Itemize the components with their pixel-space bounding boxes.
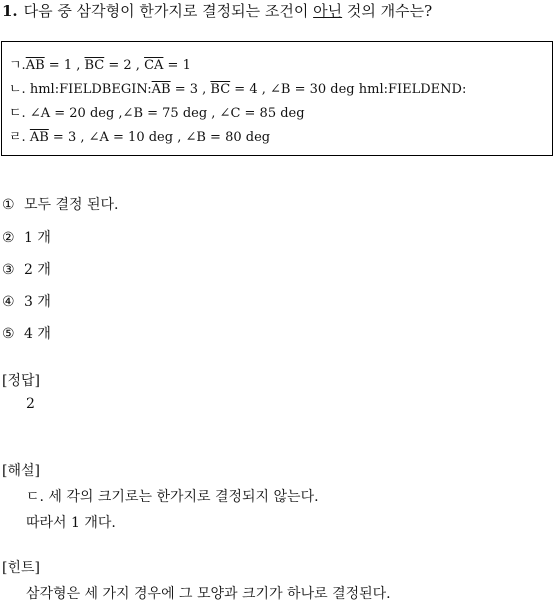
- choice-5[interactable]: [2, 323, 51, 343]
- choice-4[interactable]: [2, 291, 51, 311]
- hint-line-1: 삼각형은 세 가지 경우에 그 모양과 크기가 하나로 결정된다.: [26, 586, 391, 602]
- condition-text: = 3 , ∠A = 10 deg , ∠B = 80 deg: [48, 130, 271, 145]
- choice-1[interactable]: [2, 194, 119, 214]
- hint-heading: [힌트]: [2, 560, 40, 576]
- question-text-after: 것의 개수는?: [346, 2, 433, 20]
- segment-name: $\overline{AB}$: [151, 82, 171, 97]
- choice-2-mark: ②: [2, 230, 15, 246]
- condition-text: = 3 ,: [170, 82, 211, 97]
- choice-5-text: 4 개: [24, 326, 51, 342]
- question-number: 1.: [2, 2, 18, 20]
- explanation-line-1: ㄷ. 세 각의 크기로는 한가지로 결정되지 않는다.: [26, 489, 319, 505]
- condition-4: [9, 126, 270, 145]
- choice-1-mark: ①: [2, 197, 15, 213]
- choice-2[interactable]: [2, 227, 51, 247]
- answer-value: 2: [26, 396, 35, 412]
- explanation-heading: [해설]: [2, 463, 40, 479]
- choice-3-mark: ③: [2, 262, 15, 278]
- segment-name: $\overline{AB}$: [25, 58, 45, 73]
- segment-name: $\overline{CA}$: [144, 58, 164, 73]
- explanation-line-2: 따라서 1 개다.: [26, 515, 116, 531]
- conditions-box: [1, 41, 553, 156]
- condition-1: [9, 54, 191, 73]
- choice-2-text: 1 개: [24, 230, 51, 246]
- condition-text: = 1: [163, 58, 191, 73]
- choice-3[interactable]: [2, 259, 51, 279]
- condition-text: = 1 ,: [44, 58, 85, 73]
- condition-3: [9, 102, 305, 121]
- condition-3-label: ㄷ.: [9, 106, 26, 121]
- segment-name: $\overline{BC}$: [210, 82, 231, 97]
- segment-name: $\overline{AB}$: [29, 130, 49, 145]
- condition-text: ∠A = 20 deg ,∠B = 75 deg , ∠C = 85 deg: [25, 106, 305, 121]
- segment-name: $\overline{BC}$: [84, 58, 105, 73]
- condition-4-label: ㄹ.: [9, 130, 26, 145]
- choice-5-mark: ⑤: [2, 326, 15, 342]
- choice-3-text: 2 개: [24, 262, 51, 278]
- question-underlined-word: 아닌: [313, 2, 343, 20]
- condition-1-label: ㄱ.: [9, 58, 26, 73]
- question-stem: [2, 0, 432, 21]
- choice-4-mark: ④: [2, 294, 15, 310]
- question-text-before: 다음 중 삼각형이 한가지로 결정되는 조건이: [23, 2, 309, 20]
- condition-2-label: ㄴ.: [9, 82, 26, 97]
- answer-heading: [정답]: [2, 373, 40, 389]
- condition-text: = 2 ,: [104, 58, 145, 73]
- condition-text: hml:FIELDBEGIN:: [25, 82, 152, 97]
- condition-text: = 4 , ∠B = 30 deg hml:FIELDEND:: [230, 82, 467, 97]
- choice-1-text: 모두 결정 된다.: [24, 197, 119, 213]
- condition-2: [9, 78, 466, 97]
- choice-4-text: 3 개: [24, 294, 51, 310]
